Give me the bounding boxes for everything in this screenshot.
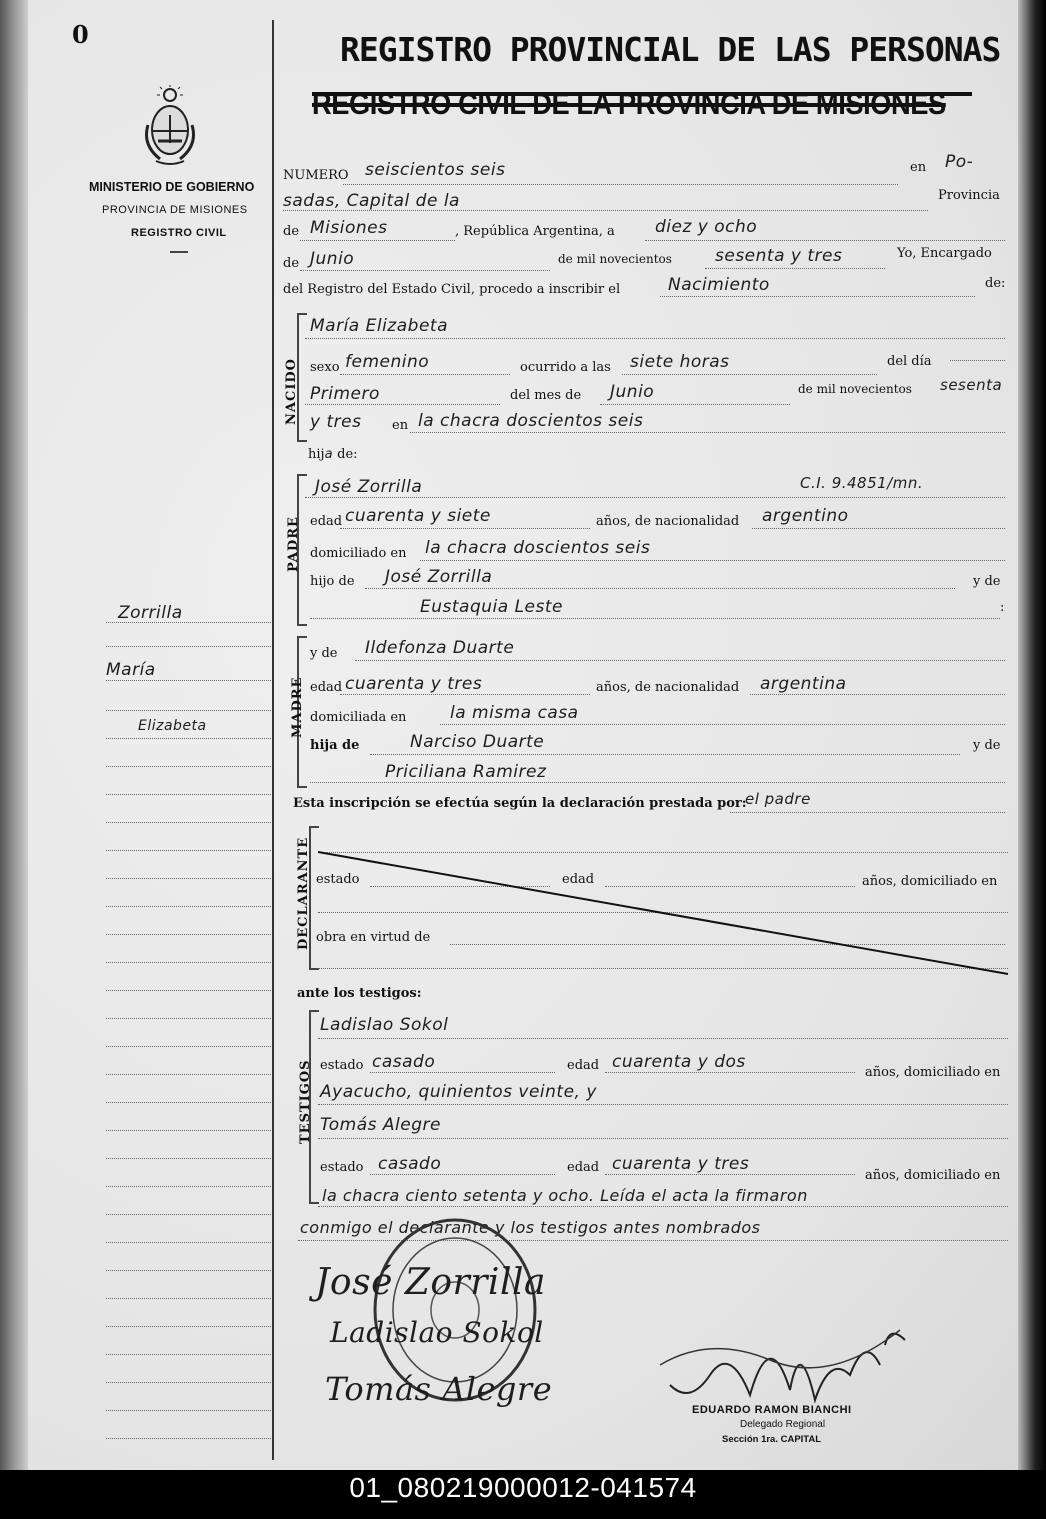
section-padre: PADRE xyxy=(286,516,301,572)
place-value-2: sadas, Capital de la xyxy=(283,191,460,211)
padre-edad-label: edad xyxy=(310,514,343,529)
footer-id: 01_080219000012-041574 xyxy=(349,1472,697,1503)
padre-nombre: José Zorrilla xyxy=(315,477,423,497)
ministry-label: MINISTERIO DE GOBIERNO xyxy=(89,180,255,194)
madre-y-de-label-2: y de xyxy=(973,738,1001,753)
mes-value: Junio xyxy=(310,249,355,269)
testigo2-domicilio: la chacra ciento setenta y ocho. Leída el acta la firmaron xyxy=(322,1186,808,1205)
signature-official xyxy=(650,1305,930,1415)
de-colon: de: xyxy=(985,276,1006,291)
nacido-nombre: María Elizabeta xyxy=(310,316,448,336)
coat-of-arms-icon xyxy=(138,85,202,169)
section-testigos: TESTIGOS xyxy=(298,1059,313,1144)
padre-colon: : xyxy=(1000,600,1005,615)
madre-y-de-label: y de xyxy=(310,646,338,661)
del-dia-label: del día xyxy=(887,354,932,369)
sidebar-dash xyxy=(170,251,188,253)
madre-madre-value: Priciliana Ramirez xyxy=(385,762,547,782)
binding-edge xyxy=(0,0,28,1470)
en-label: en xyxy=(910,160,927,175)
sexo-value: femenino xyxy=(345,352,430,372)
numero-value: seiscientos seis xyxy=(365,160,506,180)
testigo2-estado: casado xyxy=(378,1154,442,1174)
margin-note-name-2: Elizabeta xyxy=(138,718,207,734)
madre-edad-value: cuarenta y tres xyxy=(345,674,483,694)
anio-text: de mil novecientos xyxy=(558,252,672,266)
numero-label: NUMERO xyxy=(283,168,349,183)
signature-testigo1: Ladislao Sokol xyxy=(330,1316,544,1349)
madre-domicilio-value: la misma casa xyxy=(450,703,579,723)
testigo1-estado: casado xyxy=(372,1052,436,1072)
declarante-obra-label: obra en virtud de xyxy=(316,930,431,945)
testigo1-edad: cuarenta y dos xyxy=(612,1052,746,1072)
testigo2-edad-label: edad xyxy=(567,1160,600,1175)
padre-nacionalidad-value: argentino xyxy=(762,506,849,526)
declarante-anios-label: años, domiciliado en xyxy=(862,874,998,889)
testigo1-estado-label: estado xyxy=(320,1058,364,1073)
testigo1-domicilio: Ayacucho, quinientos veinte, y xyxy=(320,1082,597,1102)
nacido-anio-value-2: y tres xyxy=(310,412,362,432)
hora-value: siete horas xyxy=(630,352,730,372)
padre-edad-value: cuarenta y siete xyxy=(345,506,491,526)
padre-hijo-de-value: José Zorrilla xyxy=(385,567,493,587)
madre-nombre: Ildefonza Duarte xyxy=(365,638,515,658)
declarante-cross-line xyxy=(318,848,1010,978)
ante-testigos-label: ante los testigos: xyxy=(297,986,422,1001)
official-office: Sección 1ra. CAPITAL xyxy=(722,1434,822,1445)
padre-domicilio-value: la chacra doscientos seis xyxy=(425,538,651,558)
de-label: de xyxy=(283,224,300,239)
page-mark: 0 xyxy=(72,20,89,49)
signature-padre: José Zorrilla xyxy=(315,1262,546,1303)
registro-text: del Registro del Estado Civil, procedo a inscribir el xyxy=(283,282,621,297)
declarante-estado-label: estado xyxy=(316,872,360,887)
province-label: PROVINCIA DE MISIONES xyxy=(102,204,248,216)
margin-rule xyxy=(272,20,274,1460)
nacido-mes-value: Junio xyxy=(610,382,655,402)
declarante-edad-label: edad xyxy=(562,872,595,887)
padre-y-de-label: y de xyxy=(973,574,1001,589)
madre-nacionalidad-value: argentina xyxy=(760,674,847,694)
padre-madre-value: Eustaquia Leste xyxy=(420,597,563,617)
madre-domicilio-label: domiciliada en xyxy=(310,710,407,725)
testigo2-nombre: Tomás Alegre xyxy=(320,1115,441,1135)
republica-text: , República Argentina, a xyxy=(455,224,615,239)
padre-nacionalidad-label: años, de nacionalidad xyxy=(596,514,740,529)
hija-label: hija de: xyxy=(308,447,358,462)
acto-value: Nacimiento xyxy=(668,275,770,295)
madre-hija-de-label: hija de xyxy=(310,738,360,753)
encargado-text: Yo, Encargado xyxy=(897,246,992,261)
header-title-main: REGISTRO PROVINCIAL DE LAS PERSONAS xyxy=(340,30,1001,69)
declaracion-text: Esta inscripción se efectúa según la declaración prestada por: xyxy=(293,796,747,811)
testigo1-nombre: Ladislao Sokol xyxy=(320,1015,449,1035)
nacido-anio-value-1: sesenta xyxy=(940,376,1003,394)
testigo2-estado-label: estado xyxy=(320,1160,364,1175)
provincia-value: Misiones xyxy=(310,218,388,238)
section-declarante: DECLARANTE xyxy=(296,836,311,950)
testigo2-anios-label: años, domiciliado en xyxy=(865,1168,1001,1183)
de-label-2: de xyxy=(283,256,300,271)
lugar-value: la chacra doscientos seis xyxy=(418,411,644,431)
madre-hija-de-value: Narciso Duarte xyxy=(410,732,545,752)
office-label: REGISTRO CIVIL xyxy=(131,227,227,239)
margin-note-surname: Zorrilla xyxy=(118,603,183,623)
margin-note-name-1: María xyxy=(106,660,156,680)
header-title-struck: REGISTRO CIVIL DE LA PROVINCIA DE MISIONES xyxy=(312,86,946,121)
section-madre: MADRE xyxy=(290,676,305,738)
provincia-label: Provincia xyxy=(938,188,1000,203)
dia-value: diez y ocho xyxy=(655,217,758,237)
place-value-1: Po- xyxy=(945,152,974,172)
madre-nacionalidad-label: años, de nacionalidad xyxy=(596,680,740,695)
madre-edad-label: edad xyxy=(310,680,343,695)
anio-label: de mil novecientos xyxy=(798,382,912,396)
padre-domicilio-label: domiciliado en xyxy=(310,546,407,561)
declaracion-value: el padre xyxy=(745,790,811,808)
cierre-text: conmigo el declarante y los testigos antes nombrados xyxy=(300,1218,761,1237)
section-nacido: NACIDO xyxy=(284,358,299,425)
header-strike-line xyxy=(312,92,972,96)
anio-value: sesenta y tres xyxy=(715,246,843,266)
mes-label: del mes de xyxy=(510,388,582,403)
testigo1-edad-label: edad xyxy=(567,1058,600,1073)
official-name: EDUARDO RAMON BIANCHI xyxy=(692,1404,852,1416)
nacido-dia-value: Primero xyxy=(310,384,380,404)
page-right-edge xyxy=(1018,0,1046,1470)
official-title: Delegado Regional xyxy=(740,1419,826,1430)
ocurrido-label: ocurrido a las xyxy=(520,360,611,375)
padre-documento: C.I. 9.4851/mn. xyxy=(800,474,924,492)
signature-testigo2: Tomás Alegre xyxy=(325,1370,553,1408)
padre-hijo-de-label: hijo de xyxy=(310,574,355,589)
nacido-en-label: en xyxy=(392,418,409,433)
testigo2-edad: cuarenta y tres xyxy=(612,1154,750,1174)
sexo-label: sexo xyxy=(310,360,340,375)
testigo1-anios-label: años, domiciliado en xyxy=(865,1065,1001,1080)
